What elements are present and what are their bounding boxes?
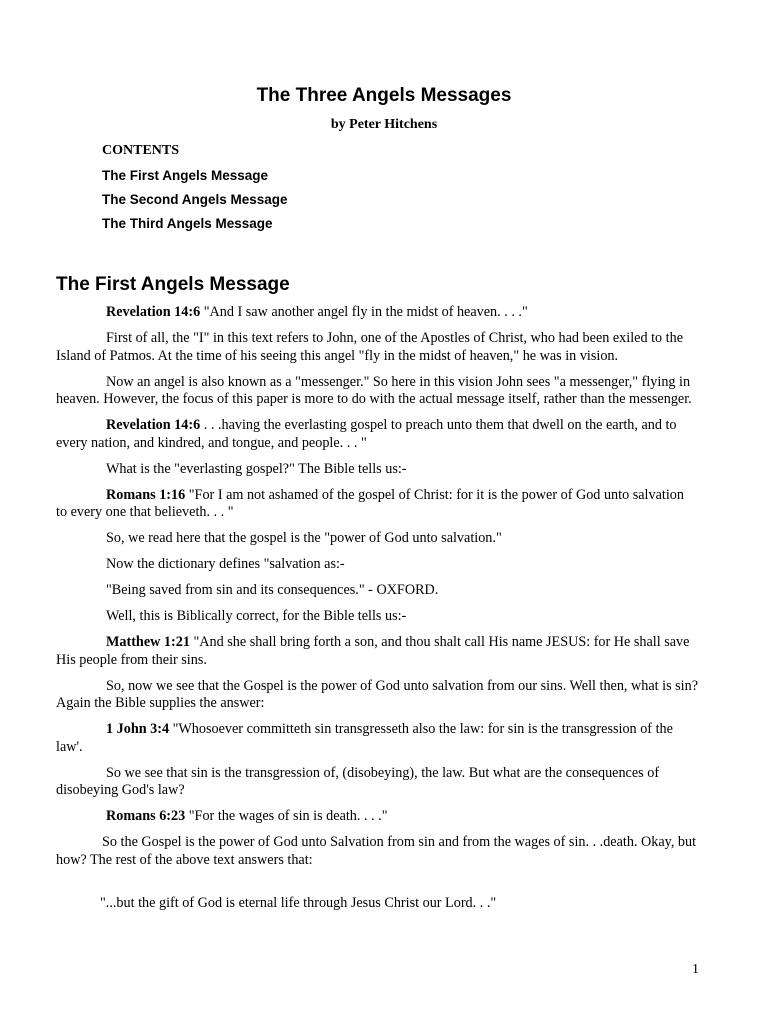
paragraph-text: Now the dictionary defines "salvation as:- <box>106 556 345 572</box>
document-title: The Three Angels Messages <box>256 85 512 106</box>
paragraph <box>56 765 698 800</box>
scripture-reference: Romans 6:23 <box>106 808 186 824</box>
scripture-reference: Romans 1:16 <box>106 486 186 503</box>
paragraph-text: "And I saw another angel fly in the midst of heaven. . . ." <box>200 304 528 320</box>
paragraph-text: Now an angel is also known as a "messenger." So here in this vision John sees "a messenger," flying in heaven. However, the focus of this paper is more to do with the actual message itself, rather than the messenger. <box>56 373 692 407</box>
toc-item-first-angel[interactable]: The First Angels Message <box>102 168 269 183</box>
paragraph <box>56 634 698 669</box>
paragraph-text: So, we read here that the gospel is the "power of God unto salvation." <box>106 530 502 546</box>
paragraph <box>56 678 698 713</box>
paragraph <box>56 895 698 913</box>
paragraph-text: "Being saved from sin and its consequences." - OXFORD. <box>106 582 439 598</box>
table-of-contents <box>102 167 288 239</box>
paragraph-text: So the Gospel is the power of God unto Salvation from sin and from the wages of sin. . .death. Okay, but how? The rest of the above text answers that: <box>56 834 697 868</box>
paragraph-text: "...but the gift of God is eternal life through Jesus Christ our Lord. . ." <box>100 895 497 911</box>
contents-label: CONTENTS <box>102 143 180 158</box>
scripture-reference: Revelation 14:6 <box>106 304 201 320</box>
paragraph-text: So we see that sin is the transgression of, (disobeying), the law. But what are the consequences of disobeying God's law? <box>56 764 660 798</box>
page-number: 1 <box>692 962 699 977</box>
paragraph-text: . . .having the everlasting gospel to preach unto them that dwell on the earth, and to every nation, and kindred, and tongue, and people. . . " <box>56 417 677 451</box>
paragraph <box>56 608 698 626</box>
paragraph-text: "For I am not ashamed of the gospel of Christ: for it is the power of God unto salvation to every one that believeth. . . " <box>56 486 684 520</box>
scripture-reference: Revelation 14:6 <box>106 417 201 433</box>
paragraph <box>56 808 698 826</box>
author-line: by Peter Hitchens <box>330 117 438 132</box>
paragraph-text: So, now we see that the Gospel is the power of God unto salvation from our sins. Well then, what is sin? Again the Bible supplies the answer: <box>56 677 699 711</box>
paragraph-text: What is the "everlasting gospel?" The Bible tells us:- <box>106 460 407 477</box>
paragraph <box>56 530 698 548</box>
scripture-reference: 1 John 3:4 <box>106 721 170 737</box>
toc-item-second-angel[interactable]: The Second Angels Message <box>102 192 288 207</box>
paragraph <box>56 374 698 409</box>
paragraph <box>56 834 698 869</box>
paragraph-text: "For the wages of sin is death. . . ." <box>185 808 388 824</box>
paragraph <box>56 721 698 756</box>
section-heading: The First Angels Message <box>56 274 290 295</box>
paragraph <box>56 487 698 522</box>
paragraph <box>56 417 698 452</box>
paragraph <box>56 582 698 600</box>
paragraph <box>56 461 698 479</box>
paragraph-text: "Whosoever committeth sin transgresseth also the law: for sin is the transgression of the law'. <box>56 721 673 755</box>
scripture-reference: Matthew 1:21 <box>106 634 190 650</box>
paragraph-text: Well, this is Biblically correct, for the Bible tells us:- <box>106 608 407 624</box>
paragraph-text: First of all, the "I" in this text refers to John, one of the Apostles of Christ, who had been exiled to the Island of Patmos. At the time of his seeing this angel "fly in the midst of heaven," he was in vision. <box>56 330 684 364</box>
document-body <box>56 304 698 921</box>
paragraph-text: "And she shall bring forth a son, and thou shalt call His name JESUS: for He shall save His people from their sins. <box>56 634 690 668</box>
paragraph <box>56 330 698 365</box>
paragraph <box>56 304 698 322</box>
toc-item-third-angel[interactable]: The Third Angels Message <box>102 216 273 231</box>
paragraph <box>56 556 698 574</box>
